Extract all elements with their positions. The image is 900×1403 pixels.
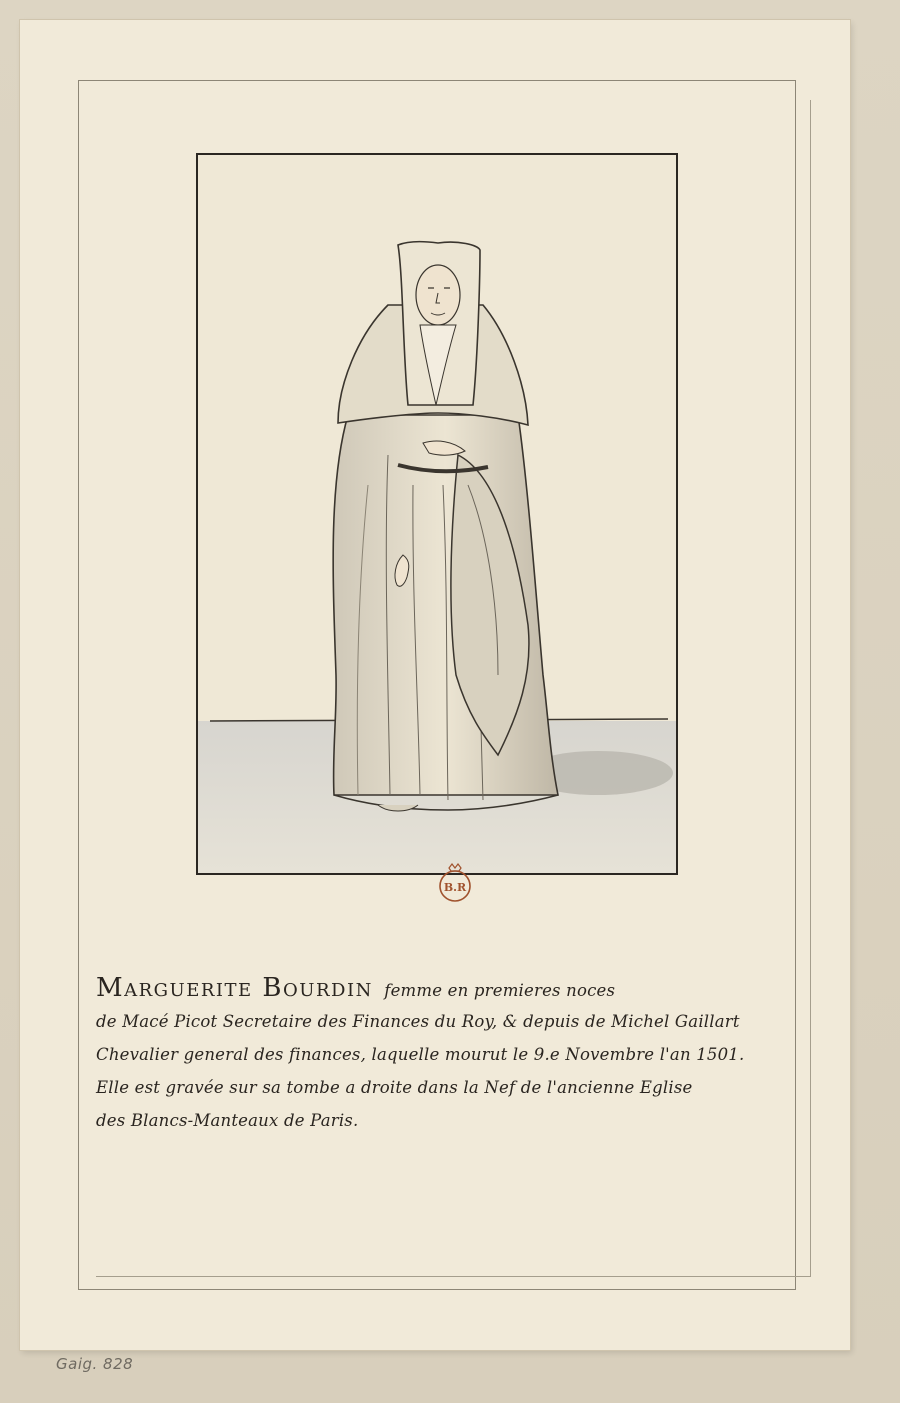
portrait-frame (196, 153, 678, 875)
portrait-drawing (198, 155, 676, 873)
library-stamp (435, 860, 475, 904)
catalog-mark: Gaig. 828 (56, 1355, 134, 1373)
caption-line-3: Chevalier general des finances, laquelle mourut le 9.e Novembre l'an 1501. (96, 1045, 745, 1064)
caption-line-1-text: femme en premieres noces (384, 981, 616, 1000)
caption-line-1 (96, 972, 816, 1005)
caption-line-5: des Blancs-Manteaux de Paris. (96, 1111, 359, 1130)
caption-line-2: de Macé Picot Secretaire des Finances du Roy, & depuis de Michel Gaillart (96, 1012, 740, 1031)
caption-line-4: Elle est gravée sur sa tombe a droite dans la Nef de l'ancienne Eglise (96, 1078, 693, 1097)
stamp-text: B.R (443, 881, 467, 894)
caption-block (96, 972, 816, 1137)
sitter-name: Marguerite Bourdin (96, 973, 373, 1003)
